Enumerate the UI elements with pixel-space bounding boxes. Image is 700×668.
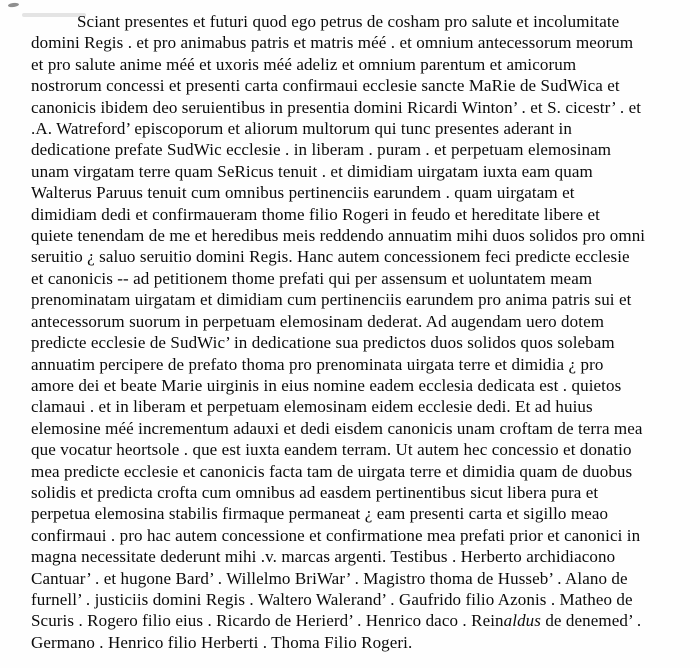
text-line xyxy=(31,32,679,53)
text-segment: furnell’ . justiciis domini Regis . Waltero Walerand’ . Gaufrido filio Azonis . Matheo de xyxy=(31,589,633,609)
text-line xyxy=(31,568,679,589)
charter-text-block xyxy=(31,11,679,653)
text-line xyxy=(31,525,679,546)
text-segment: perpetua elemosina stabilis firmaque permaneat ¿ eam presenti carta et sigillo meao xyxy=(31,504,609,524)
text-segment: Cantuar’ . et hugone Bard’ . Willelmo BriWar’ . Magistro thoma de Husseb’ . Alano de xyxy=(31,568,628,588)
text-line xyxy=(31,610,679,631)
text-segment: magna necessitate dederunt mihi .v. marcas argenti. Testibus . Herberto archidiacono xyxy=(31,547,616,567)
text-line xyxy=(31,546,679,567)
text-line xyxy=(31,461,679,482)
text-segment: dimidiam dedi et confirmaueram thome filio Rogeri in feudo et hereditate libere et xyxy=(31,204,600,224)
text-segment: seruitio ¿ saluo seruitio domini Regis. Hanc autem concessionem feci predicte ecclesie xyxy=(31,247,630,267)
text-segment: dedicatione prefate SudWic ecclesie . in liberam . puram . et perpetuam elemosinam xyxy=(31,140,612,160)
text-segment: de denemed’ . xyxy=(540,611,642,631)
text-segment: et canonicis -- ad petitionem thome prefati qui per assensum et uoluntatem meam xyxy=(31,268,593,288)
text-segment: clamaui . et in liberam et perpetuam elemosinam eidem ecclesie dedi. Et ad huius xyxy=(31,397,593,417)
text-segment: predicte ecclesie de SudWic’ in dedicatione sua predictos duos solidos quos solebam xyxy=(31,333,615,353)
text-line xyxy=(31,375,679,396)
text-segment: annuatim percipere de prefato thoma pro prenominata uirgata terre et dimidia ¿ pro xyxy=(31,354,604,374)
text-line xyxy=(31,97,679,118)
text-line xyxy=(31,396,679,417)
text-line xyxy=(31,204,679,225)
text-line xyxy=(31,503,679,524)
text-segment: amore dei et beate Marie uirginis in eius nomine eadem ecclesia dedicata est . quietos xyxy=(31,375,622,395)
text-line xyxy=(31,589,679,610)
text-segment: et pro salute anime méé et uxoris méé adeliz et omnium parentum et amicorum xyxy=(31,54,577,74)
text-line xyxy=(31,418,679,439)
text-line xyxy=(31,246,679,267)
text-segment: confirmaui . pro hac autem concessione et confirmatione mea prefati prior et canonici in xyxy=(31,525,641,545)
text-line xyxy=(31,54,679,75)
text-line xyxy=(31,311,679,332)
text-segment: domini Regis . et pro animabus patris et matris méé . et omnium antecessorum meorum xyxy=(31,33,634,53)
text-line xyxy=(31,139,679,160)
text-segment: solidis et predicta crofta cum omnibus ad easdem pertinentibus sicut libera pura et xyxy=(31,482,599,502)
text-line xyxy=(31,161,679,182)
text-line xyxy=(31,75,679,96)
text-segment: Walterus Paruus tenuit cum omnibus pertinenciis earundem . quam uirgatam et xyxy=(31,183,575,203)
text-line xyxy=(31,182,679,203)
text-line xyxy=(31,268,679,289)
text-segment: elemosine méé incrementum adauxi et dedi eisdem canonicis unam croftam de terra mea xyxy=(31,418,643,438)
text-segment: quiete tenendam de me et heredibus meis reddendo annuatim mihi duos solidos pro omni xyxy=(31,226,646,246)
text-line xyxy=(31,354,679,375)
text-segment: mea predicte ecclesie et canonicis facta tam de uirgata terre et dimidia quam de duobus xyxy=(31,461,633,481)
text-segment-italic: aldus xyxy=(503,611,541,631)
scan-smudge-speck xyxy=(8,2,19,7)
text-line xyxy=(31,332,679,353)
text-segment: prenominatam uirgatam et dimidiam cum pertinenciis earundem pro anima patris sui et xyxy=(31,290,632,310)
text-line xyxy=(31,482,679,503)
text-segment: antecessorum suorum in perpetuam elemosinam dederat. Ad augendam uero dotem xyxy=(31,311,605,331)
text-segment: unam virgatam terre quam SeRicus tenuit . et dimidiam uirgatam iuxta eam quam xyxy=(31,161,593,181)
text-line xyxy=(31,439,679,460)
text-line xyxy=(31,118,679,139)
text-line xyxy=(31,632,679,653)
text-segment: .A. Watreford’ episcoporum et aliorum multorum qui tunc presentes aderant in xyxy=(31,119,572,139)
text-segment: Sciant presentes et futuri quod ego petrus de cosham pro salute et incolumitate xyxy=(77,12,620,31)
text-line xyxy=(31,225,679,246)
text-line xyxy=(31,11,679,32)
text-segment: Germano . Henrico filio Herberti . Thoma Filio Rogeri. xyxy=(31,632,413,652)
text-segment: que vocatur heortsole . que est iuxta eandem terram. Ut autem hec concessio et donatio xyxy=(31,440,632,460)
text-segment: nostrorum concessi et presenti carta confirmaui ecclesie sancte MaRie de SudWica et xyxy=(31,76,620,96)
text-segment: canonicis ibidem deo seruientibus in presentia domini Ricardi Winton’ . et S. cicestr’ . et xyxy=(31,97,642,117)
text-line xyxy=(31,289,679,310)
text-segment: Scuris . Rogero filio eius . Ricardo de Herierd’ . Henrico daco . Rein xyxy=(31,611,504,631)
